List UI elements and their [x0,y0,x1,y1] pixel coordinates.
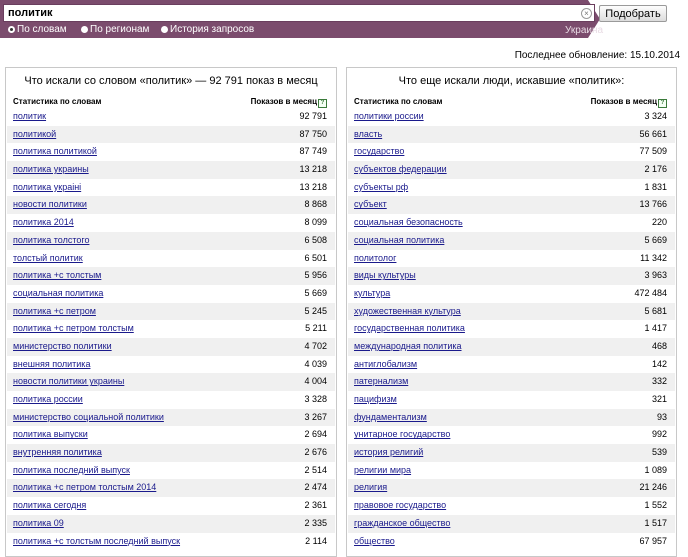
search-input[interactable] [3,4,595,22]
phrase-link[interactable]: общество [354,535,395,546]
shows-count: 6 501 [304,252,327,263]
words-panel [5,67,337,557]
table-row [7,320,335,338]
table-row [348,320,675,338]
phrase-link[interactable]: социальная политика [354,234,445,245]
table-row [7,497,335,515]
shows-count: 1 552 [644,500,667,511]
shows-count: 2 676 [304,447,327,458]
table-row [7,250,335,268]
column-header-words: Статистика по словам [354,97,443,106]
shows-count: 2 514 [304,464,327,475]
shows-count: 67 957 [639,535,667,546]
mode-by-words-label: По словам [17,24,67,35]
table-row [348,356,675,374]
shows-count: 2 474 [304,482,327,493]
table-row [348,479,675,497]
shows-count: 3 963 [644,270,667,281]
phrase-link[interactable]: культура [354,287,391,298]
phrase-link[interactable]: политикой [13,128,57,139]
phrase-link[interactable]: политика +с петром толстым 2014 [13,482,157,493]
phrase-link[interactable]: внутренняя политика [13,447,102,458]
phrase-link[interactable]: новости политики [13,199,87,210]
mode-by-regions[interactable] [81,24,149,36]
phrase-link[interactable]: политика +с толстым [13,270,102,281]
table-row [348,196,675,214]
table-row [348,214,675,232]
table-row [7,356,335,374]
radio-icon [81,26,88,33]
table-row [7,444,335,462]
phrase-link[interactable]: правовое государство [354,500,447,511]
phrase-link[interactable]: политика +с толстым последний выпуск [13,535,181,546]
phrase-link[interactable]: патернализм [354,376,409,387]
mode-by-regions-label: По регионам [90,24,150,35]
phrase-link[interactable]: субъектов федерации [354,164,447,175]
table-row [7,303,335,321]
table-row [7,232,335,250]
shows-count: 2 694 [304,429,327,440]
shows-count: 21 246 [639,482,667,493]
phrase-link[interactable]: социальная безопасность [354,217,463,228]
table-row [348,338,675,356]
phrase-link[interactable]: власть [354,128,383,139]
shows-count: 1 517 [644,517,667,528]
phrase-link[interactable]: художественная культура [354,305,461,316]
phrase-link[interactable]: гражданское общество [354,517,451,528]
mode-by-words[interactable] [8,24,67,36]
shows-count: 2 335 [304,517,327,528]
shows-count: 93 [656,411,667,422]
table-row [7,338,335,356]
phrase-link[interactable]: толстый политик [13,252,83,263]
phrase-link[interactable]: политика украины [13,164,89,175]
shows-count: 6 508 [304,234,327,245]
shows-count: 472 484 [634,287,667,298]
column-header-shows-label: Показов в месяц [590,97,657,106]
phrase-link[interactable]: политики россии [354,111,424,121]
related-panel [346,67,677,557]
table-row [348,426,675,444]
phrase-link[interactable]: религия [354,482,388,493]
shows-count: 2 361 [304,500,327,511]
shows-count: 5 681 [644,305,667,316]
phrase-link[interactable]: министерство социальной политики [13,411,164,422]
phrase-link[interactable]: политика толстого [13,234,90,245]
shows-count: 4 004 [304,376,327,387]
table-row [348,409,675,427]
phrase-link[interactable]: политолог [354,252,397,263]
mode-history[interactable] [161,24,254,36]
radio-selected-icon [8,26,15,33]
phrase-link[interactable]: пацифизм [354,394,397,404]
phrase-link[interactable]: унитарное государство [354,429,451,440]
table-row [348,108,675,126]
phrase-link[interactable]: внешняя политика [13,358,91,369]
table-row [348,497,675,515]
shows-count: 5 669 [644,234,667,245]
region-link[interactable]: Украина [565,25,604,36]
phrase-link[interactable]: история религий [354,447,424,458]
panel-title: Что искали со словом «политик» — 92 791 показ в месяц [24,75,318,87]
table-row [7,409,335,427]
question-icon[interactable]: ? [658,99,667,108]
table-row [348,515,675,533]
table-row [348,161,675,179]
table-row [348,232,675,250]
shows-count: 321 [651,394,667,404]
shows-count: 539 [651,447,667,458]
table-row [7,533,335,551]
shows-count: 220 [651,217,667,228]
table-row [348,267,675,285]
table-row [348,126,675,144]
column-header-shows [591,97,667,108]
shows-count: 92 791 [299,111,327,121]
phrase-link[interactable]: международная политика [354,340,462,351]
table-row [7,373,335,391]
table-row [7,515,335,533]
phrase-link[interactable]: государственная политика [354,323,465,334]
phrase-link[interactable]: государство [354,146,405,157]
column-header-shows-label: Показов в месяц [250,97,317,106]
table-row [348,462,675,480]
shows-count: 87 749 [299,146,327,157]
table-row [7,143,335,161]
shows-count: 1 831 [644,181,667,192]
phrase-link[interactable]: религии мира [354,464,412,475]
phrase-link[interactable]: политика 2014 [13,217,74,228]
shows-count: 87 750 [299,128,327,139]
phrase-link[interactable]: антиглобализм [354,358,418,369]
radio-icon [161,26,168,33]
phrase-link[interactable]: политика последний выпуск [13,464,130,475]
table-row [348,179,675,197]
shows-count: 142 [651,358,667,369]
table-row [348,250,675,268]
words-list [7,108,335,550]
table-row [7,196,335,214]
question-icon[interactable]: ? [318,99,327,108]
shows-count: 332 [651,376,667,387]
phrase-link[interactable]: политика +с петром [13,305,96,316]
phrase-link[interactable]: политик [13,111,47,121]
phrase-link[interactable]: фундаментализм [354,411,427,422]
phrase-link[interactable]: политика политикой [13,146,97,157]
phrase-link[interactable]: политика выпуски [13,429,88,440]
table-row [7,285,335,303]
shows-count: 3 267 [304,411,327,422]
shows-count: 2 176 [644,164,667,175]
shows-count: 5 669 [304,287,327,298]
table-row [348,444,675,462]
phrase-link[interactable]: политика сегодня [13,500,87,511]
phrase-link[interactable]: политика 09 [13,517,64,528]
shows-count: 13 766 [639,199,667,210]
table-row [348,143,675,161]
search-header [0,0,688,38]
table-row [7,179,335,197]
column-header-shows [251,97,327,108]
column-header-words: Статистика по словам [13,97,102,106]
phrase-link[interactable]: субъекты рф [354,181,409,192]
table-row [7,108,335,126]
phrase-link[interactable]: министерство политики [13,340,112,351]
phrase-link[interactable]: политика украіні [13,181,82,192]
shows-count: 11 342 [640,252,667,263]
table-row [348,533,675,551]
phrase-link[interactable]: социальная политика [13,287,104,298]
table-row [7,426,335,444]
phrase-link[interactable]: виды культуры [354,270,416,281]
shows-count: 56 661 [639,128,667,139]
panel-title: Что еще искали люди, искавшие «политик»: [398,75,625,87]
shows-count: 4 702 [304,340,327,351]
shows-count: 5 211 [305,323,327,334]
shows-count: 5 956 [304,270,327,281]
table-row [7,214,335,232]
shows-count: 3 324 [644,111,667,121]
table-row [7,126,335,144]
submit-button[interactable]: Подобрать [599,5,667,22]
shows-count: 992 [651,429,667,440]
last-update: Последнее обновление: 15.10.2014 [514,50,680,61]
shows-count: 77 509 [639,146,667,157]
phrase-link[interactable]: новости политики украины [13,376,125,387]
phrase-link[interactable]: субъект [354,199,387,210]
shows-count: 1 417 [644,323,667,334]
shows-count: 3 328 [304,394,327,404]
table-row [7,161,335,179]
table-row [7,391,335,409]
shows-count: 2 114 [305,535,327,546]
shows-count: 8 868 [304,199,327,210]
table-row [7,479,335,497]
table-row [348,391,675,409]
shows-count: 8 099 [304,217,327,228]
shows-count: 1 089 [644,464,667,475]
table-row [7,462,335,480]
clear-icon[interactable]: × [581,8,592,19]
table-row [348,303,675,321]
shows-count: 468 [651,340,667,351]
shows-count: 13 218 [299,181,327,192]
table-row [348,285,675,303]
shows-count: 13 218 [299,164,327,175]
shows-count: 5 245 [304,305,327,316]
table-row [348,373,675,391]
mode-history-label: История запросов [170,24,255,35]
related-list [348,108,675,550]
phrase-link[interactable]: политика россии [13,394,83,404]
shows-count: 4 039 [304,358,327,369]
table-row [7,267,335,285]
phrase-link[interactable]: политика +с петром толстым [13,323,134,334]
